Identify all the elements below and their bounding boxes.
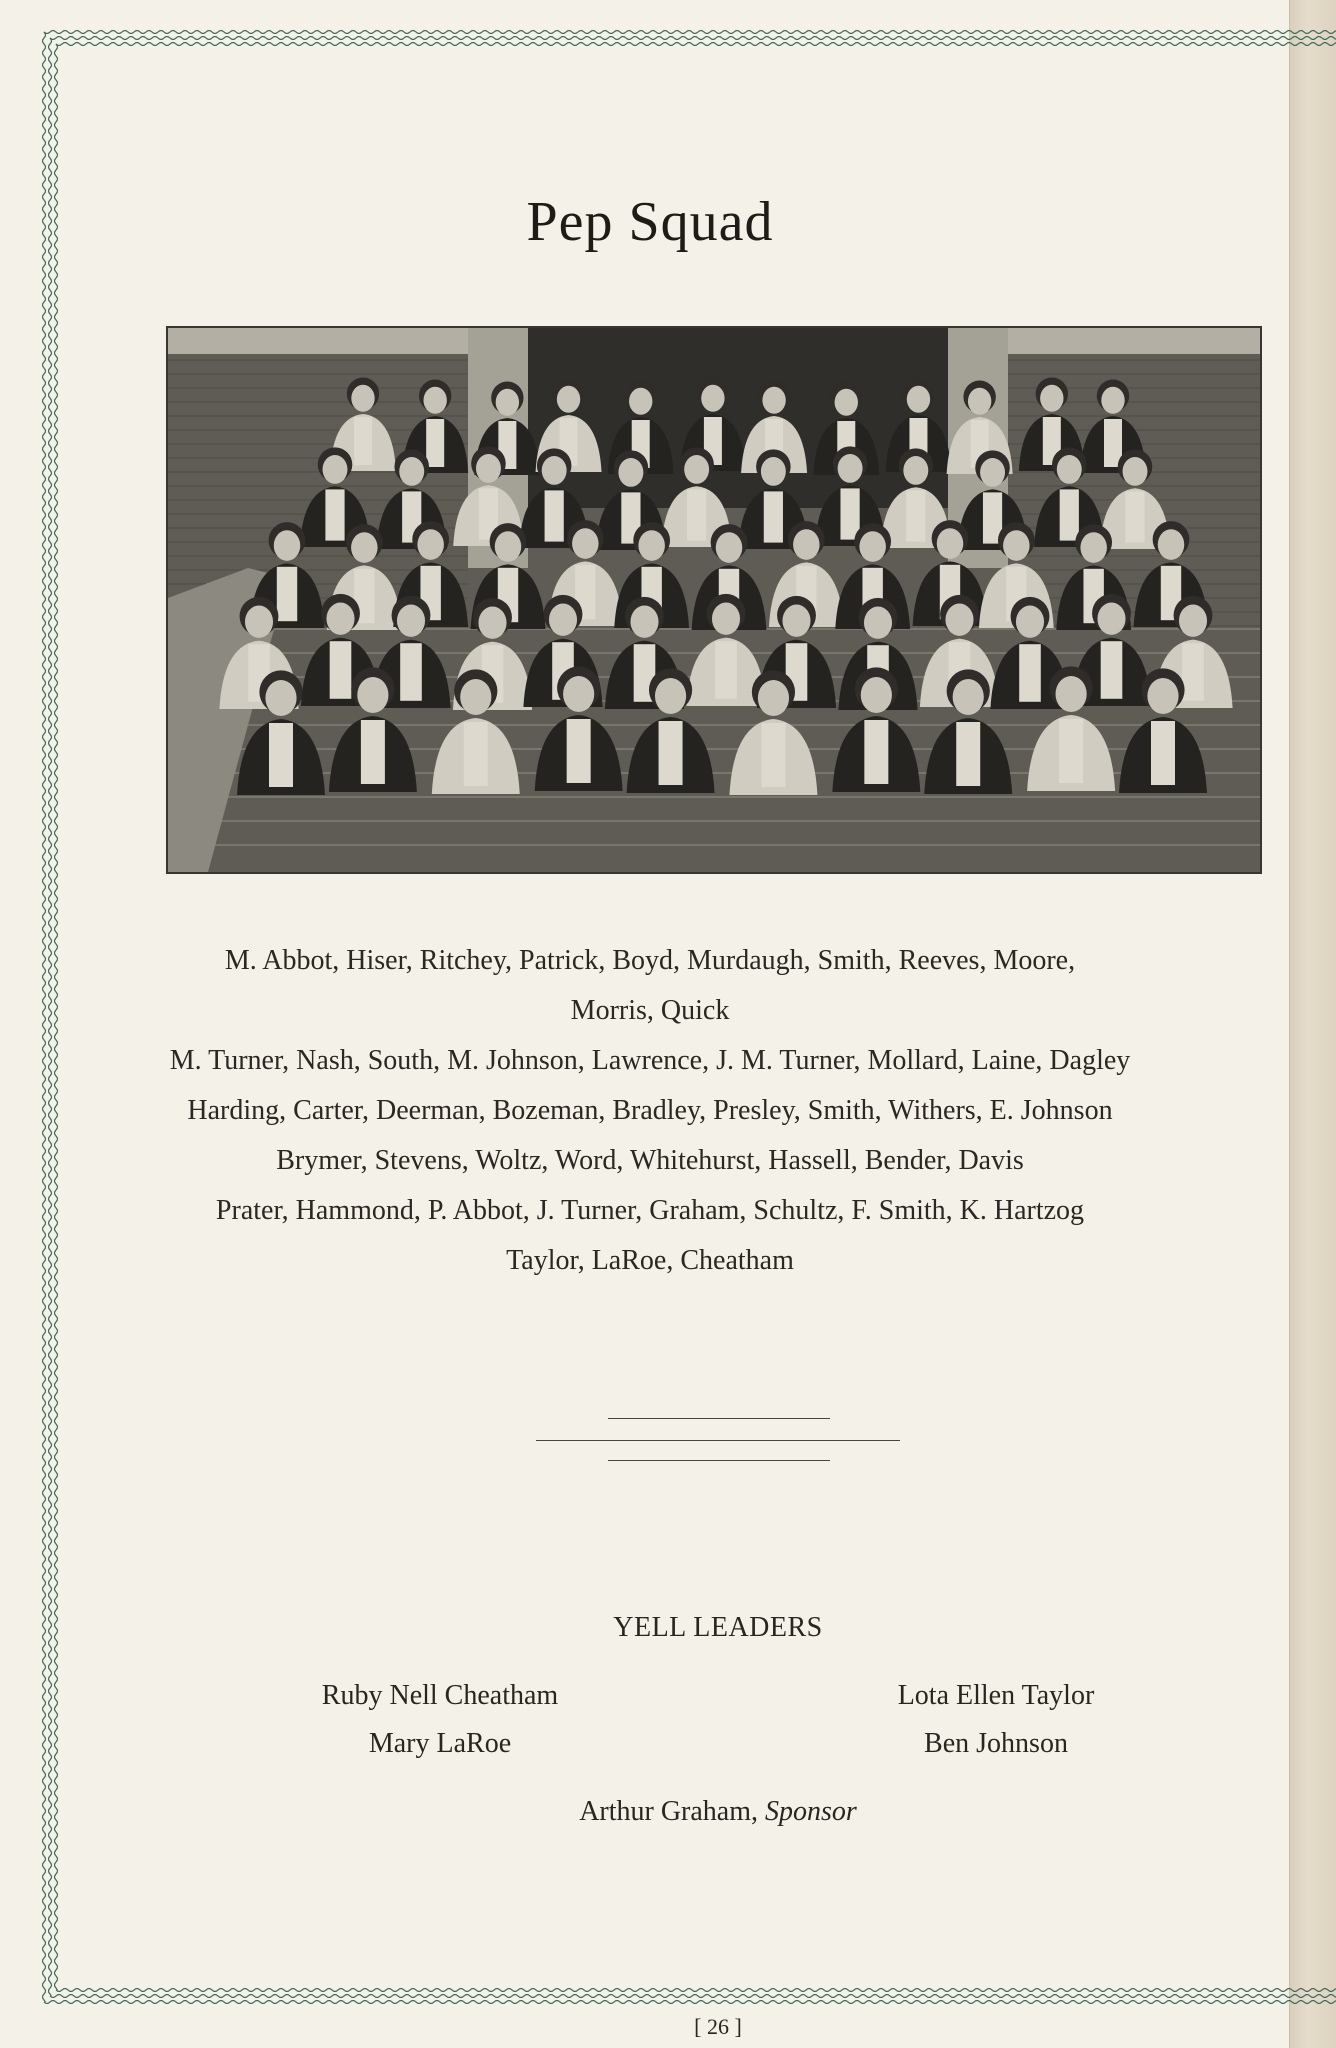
border-wave xyxy=(56,43,1336,46)
names-line: Harding, Carter, Deerman, Bozeman, Bradley, Presley, Smith, Withers, E. Johnson xyxy=(187,1095,1113,1126)
yell-leader-name: Ben Johnson xyxy=(924,1728,1068,1759)
page-number: [ 26 ] xyxy=(694,2014,742,2039)
yell-leaders-heading: YELL LEADERS xyxy=(613,1612,823,1643)
border-wave xyxy=(44,31,1336,34)
names-line: M. Turner, Nash, South, M. Johnson, Lawrence, J. M. Turner, Mollard, Laine, Dagley xyxy=(169,1045,1131,1076)
names-line: Prater, Hammond, P. Abbot, J. Turner, Graham, Schultz, F. Smith, K. Hartzog xyxy=(215,1195,1085,1226)
names-line: M. Abbot, Hiser, Ritchey, Patrick, Boyd, Murdaugh, Smith, Reeves, Moore, xyxy=(224,945,1076,976)
border-wave xyxy=(50,1995,1336,1998)
member-names xyxy=(0,936,1300,1286)
names-line: Brymer, Stevens, Woltz, Word, Whitehurst, Hassell, Bender, Davis xyxy=(276,1145,1024,1176)
sponsor-name: Arthur Graham, xyxy=(579,1796,759,1827)
border-wave xyxy=(44,2001,1336,2004)
names-line: Morris, Quick xyxy=(570,995,730,1026)
group-photo xyxy=(166,326,1262,874)
sponsor-line xyxy=(0,1796,1336,1828)
yell-leader-name: Ruby Nell Cheatham xyxy=(321,1680,559,1711)
names-line: Taylor, LaRoe, Cheatham xyxy=(506,1245,794,1276)
border-wave xyxy=(56,1989,1336,1992)
page-title: Pep Squad xyxy=(526,191,774,253)
yell-leader-name: Lota Ellen Taylor xyxy=(897,1680,1095,1711)
sponsor-role: Sponsor xyxy=(765,1796,857,1827)
yell-leader-name: Mary LaRoe xyxy=(368,1728,512,1759)
border-wave xyxy=(50,37,1336,40)
